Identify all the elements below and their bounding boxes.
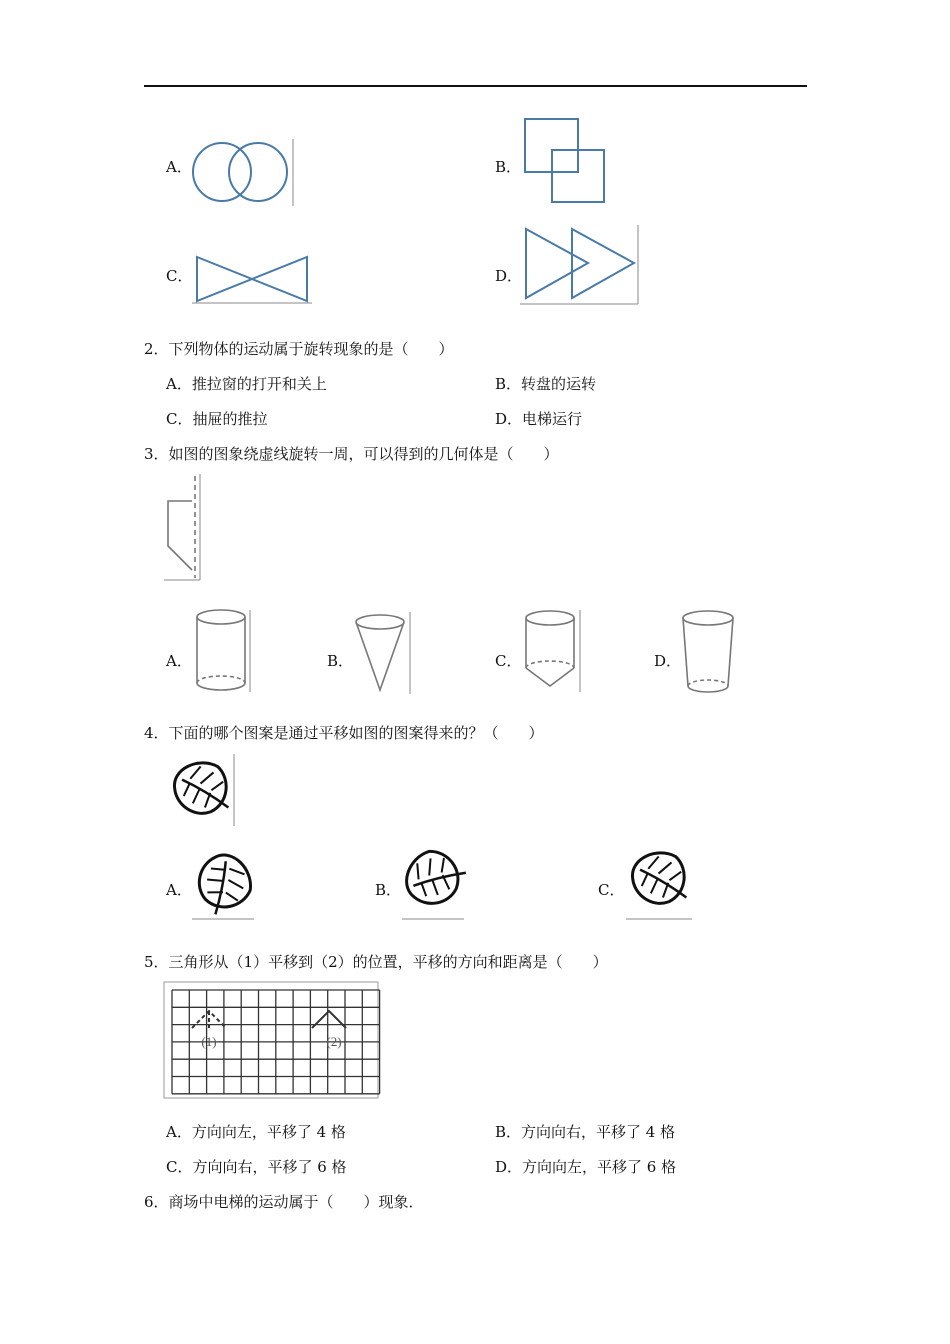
q1-option-c-label[interactable]: C．: [166, 267, 193, 285]
q3-rotation-figure: [164, 474, 204, 584]
q4-leaf-icon: [164, 752, 238, 828]
q3-option-c-label[interactable]: C．: [495, 652, 522, 670]
q3-option-b-label[interactable]: B．: [327, 652, 354, 670]
q4-option-a-label[interactable]: A．: [166, 881, 192, 899]
q4-option-b-label[interactable]: B．: [375, 881, 402, 899]
q2-option-c[interactable]: C．抽屉的推拉: [166, 410, 268, 428]
q6-stem: 6．商场中电梯的运动属于（ ）现象．: [144, 1193, 424, 1211]
q5-option-d[interactable]: D．方向向左，平移了 6 格: [495, 1158, 677, 1176]
q3-option-b-cone[interactable]: [352, 610, 414, 694]
q2-stem: 2．下列物体的运动属于旋转现象的是（ ）: [144, 340, 454, 358]
header-rule: [144, 85, 807, 87]
q4-option-a-leaf-icon[interactable]: [192, 845, 256, 921]
q2-option-b[interactable]: B．转盘的运转: [495, 375, 597, 393]
q5-label-1: (1): [201, 1034, 217, 1049]
q2-option-a[interactable]: A．推拉窗的打开和关上: [166, 375, 327, 393]
q3-option-d-cup[interactable]: [680, 608, 740, 694]
q3-option-a-cylinder[interactable]: [194, 608, 254, 694]
q5-stem: 5．三角形从（1）平移到（2）的位置，平移的方向和距离是（ ）: [144, 953, 608, 971]
q1-option-b-figure[interactable]: [520, 114, 610, 209]
q3-option-c-cylinder-cone[interactable]: [522, 608, 584, 694]
q3-stem: 3．如图的图象绕虚线旋转一周，可以得到的几何体是（ ）: [144, 445, 559, 463]
q1-option-a-label[interactable]: A．: [166, 158, 192, 176]
q3-option-a-label[interactable]: A．: [166, 652, 192, 670]
q1-option-b-label[interactable]: B．: [495, 158, 522, 176]
q4-option-c-label[interactable]: C．: [598, 881, 625, 899]
q5-option-a[interactable]: A．方向向左，平移了 4 格: [166, 1123, 346, 1141]
q4-option-b-leaf-icon[interactable]: [400, 843, 466, 921]
q2-option-d[interactable]: D．电梯运行: [495, 410, 583, 428]
q5-option-c[interactable]: C．方向向右，平移了 6 格: [166, 1158, 347, 1176]
q3-option-d-label[interactable]: D．: [654, 652, 682, 670]
q5-option-b[interactable]: B．方向向右，平移了 4 格: [495, 1123, 676, 1141]
q1-option-a-figure[interactable]: [192, 137, 297, 207]
q5-label-2: (2): [326, 1034, 342, 1049]
q1-option-d-label[interactable]: D．: [495, 267, 523, 285]
q4-stem: 4．下面的哪个图案是通过平移如图的图案得来的？（ ）: [144, 724, 544, 742]
q4-option-c-leaf-icon[interactable]: [624, 840, 694, 921]
q5-translation-grid: [164, 982, 380, 1100]
q1-option-d-figure[interactable]: [520, 225, 640, 305]
q1-option-c-figure[interactable]: [192, 252, 312, 304]
